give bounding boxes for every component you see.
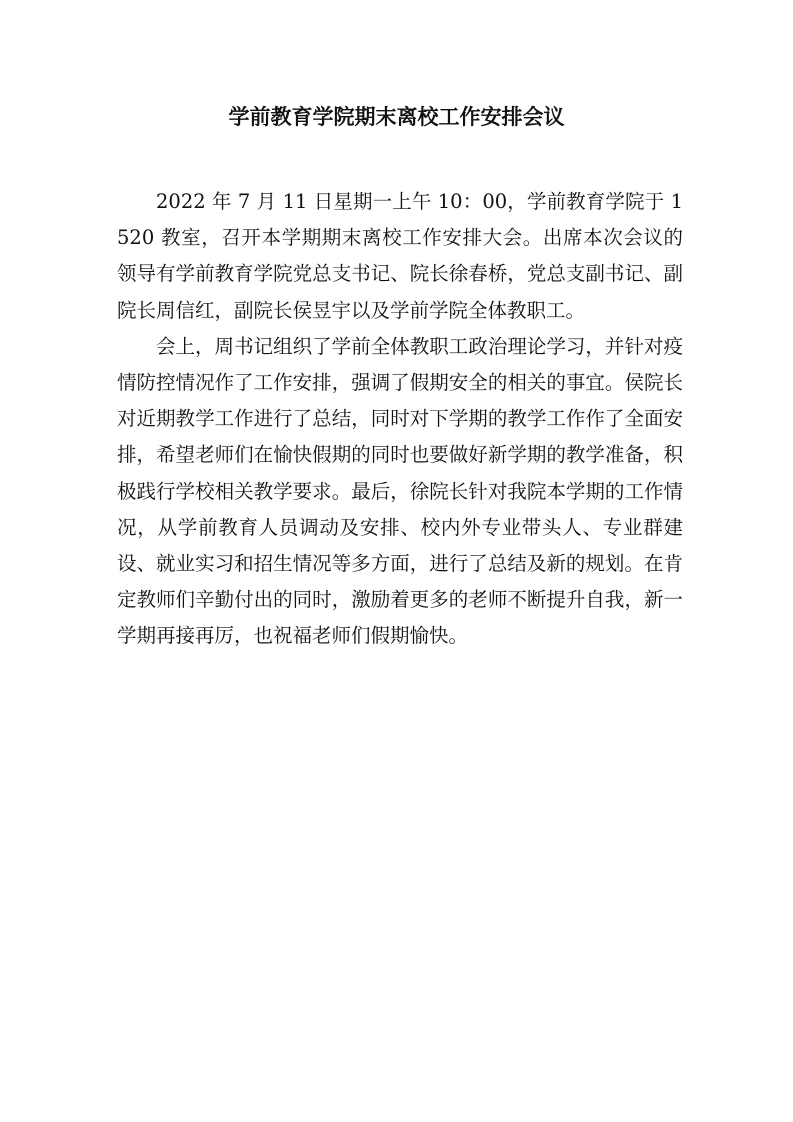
paragraph-meeting-info: 2022 年 7 月 11 日星期一上午 10：00，学前教育学院于 1520 教室，召开本学期期末离校工作安排大会。出席本次会议的领导有学前教育学院党总支书记、院长徐春桥，党总支副书记、副院长周信红，副院长侯昱宇以及学前学院全体教职工。 (117, 190, 683, 322)
paragraph-meeting-content: 会上，周书记组织了学前全体教职工政治理论学习，并针对疫情防控情况作了工作安排，强调了假期安全的相关的事宜。侯院长对近期教学工作进行了总结，同时对下学期的教学工作作了全面安排，希望老师们在愉快假期的同时也要做好新学期的教学准备，积极践行学校相关教学要求。最后，徐院长针对我院本学期的工作情况，从学前教育人员调动及安排、校内外专业带头人、专业群建设、就业实习和招生情况等多方面，进行了总结及新的规划。在肯定教师们辛勤付出的同时，激励着更多的老师不断提升自我，新一学期再接再厉，也祝福老师们假期愉快。 (117, 334, 683, 648)
document-body (117, 184, 683, 655)
document-title: 学前教育学院期末离校工作安排会议 (228, 105, 565, 129)
